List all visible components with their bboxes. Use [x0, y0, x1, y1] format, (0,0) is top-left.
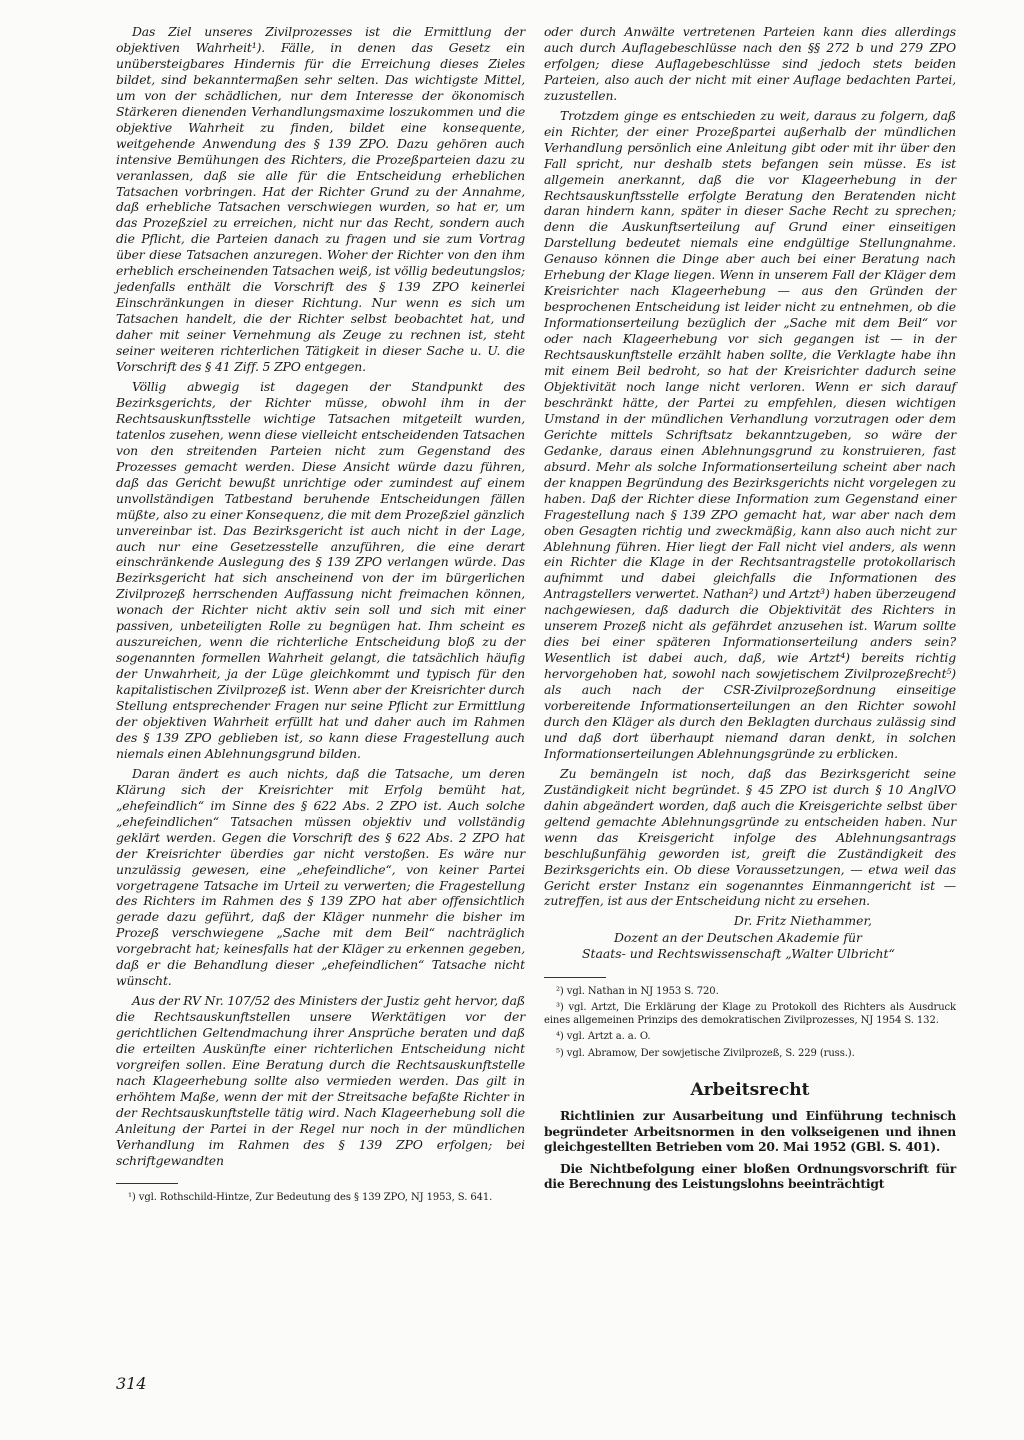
right-column — [544, 24, 956, 1198]
body-paragraph: Trotzdem ginge es entschieden zu weit, daraus zu folgern, daß ein Richter, der einer Prozeßpartei außerhalb der mündlichen Verhandlung persönlich eine Anleitung gibt oder mit ihr über den Fall spricht, nur deshalb stets befangen sein müsse. Es ist allgemein anerkannt, daß die vor Klageerhebung in der Rechtsauskunftsstelle erfolgte Beratung den Beratenden nicht daran hindern kann, später in dieser Sache Recht zu sprechen; denn die Auskunftserteilung auf Grund einer einseitigen Darstellung bedeutet niemals eine endgültige Stellungnahme. Genauso können die Dinge aber auch bei einer Beratung nach Erhebung der Klage liegen. Wenn in unserem Fall der Kläger dem Kreisrichter nach Klageerhebung — aus den Gründen der besprochenen Entscheidung ist leider nicht zu entnehmen, ob die Informationserteilung bezüglich der „Sache mit dem Beil“ vor oder nach Klageerhebung vor sich gegangen ist — in der Rechtsauskunftstelle erzählt haben sollte, die Verklagte habe ihn mit einem Beil bedroht, so hat der Kreisrichter dadurch seine Objektivität noch lange nicht verloren. Wenn er sich darauf beschränkt hätte, der Partei zu empfehlen, diesen wichtigen Umstand in der mündlichen Verhandlung vorzutragen oder dem Gerichte mittels Schriftsatz bekanntzugeben, so wäre der Gedanke, daraus einen Ablehnungsgrund zu konstruieren, fast absurd. Mehr als solche Informationserteilung scheint aber nach der knappen Begründung des Bezirksgerichts nicht vorgelegen zu haben. Daß der Richter diese Information zum Gegenstand einer Fragestellung nach § 139 ZPO gemacht hat, war aber nach dem oben Gesagten richtig und zweckmäßig, kann also auch nicht zur Ablehnung führen. Hier liegt der Fall nicht viel anders, als wenn ein Richter die Klage in der Rechtsantragstelle protokollarisch aufnimmt und dabei gleichfalls die Informationen des Antragstellers verwertet. Nathan²) und Artzt³) haben überzeugend nachgewiesen, daß dadurch die Objektivität des Richters in unserem Prozeß nicht als gefährdet anzusehen ist. Warum sollte dies bei einer späteren Informationserteilung anders sein? Wesentlich ist dabei auch, daß, wie Artzt⁴) bereits richtig hervorgehoben hat, sowohl nach sowjetischem Zivilprozeßrecht⁵) als auch nach der CSR-Zivilprozeßordnung einseitige vorbereitende Informationserteilungen an den Richter sowohl durch den Kläger als durch den Beklagten durchaus zulässig sind und daß dort überhaupt niemand daran denkt, in solchen Informationserteilungen Ablehnungsgründe zu erblicken. — [544, 107, 956, 761]
section-title: Arbeitsrecht — [690, 1080, 810, 1101]
body-paragraph: Das Ziel unseres Zivilprozesses ist die Ermittlung der objektiven Wahrheit¹). Fälle, in denen das Gesetz ein unübersteigbares Hindernis für die Erreichung dieses Zieles bildet, sind bekanntermaßen sehr selten. Das wichtigste Mittel, um von der schädlichen, nur dem Interesse der ökonomisch Stärkeren dienenden Verhandlungsmaxime loszukommen und die objektive Wahrheit zu finden, bildet eine konsequente, weitgehende Anwendung des § 139 ZPO. Dazu gehören auch intensive Bemühungen des Richters, die Prozeßparteien dazu zu veranlassen, daß sie alle für die Entscheidung erheblichen Tatsachen vorbringen. Hat der Richter Grund zu der Annahme, daß erhebliche Tatsachen verschwiegen wurden, so hat er, um das Prozeßziel zu erreichen, nicht nur das Recht, sondern auch die Pflicht, die Parteien danach zu fragen und sie zum Vortrag über diese Tatsachen anzuregen. Woher der Richter von den ihm erheblich erscheinenden Tatsachen weiß, ist völlig bedeutungslos; jedenfalls enthält die Vorschrift des § 139 ZPO keinerlei Einschränkungen in dieser Richtung. Nur wenn es sich um Tatsachen handelt, die der Richter selbst beobachtet hat, und daher mit seiner Vernehmung als Zeuge zu rechnen ist, steht seiner weiteren richterlichen Tätigkeit in dieser Sache u. U. die Vorschrift des § 41 Ziff. 5 ZPO entgegen. — [116, 24, 525, 375]
bold-headnote: Richtlinien zur Ausarbeitung und Einführung technisch begründeter Arbeitsnormen in den volkseigenen und ihnen gleichgestellten Betrieben vom 20. Mai 1952 (GBl. S. 401). — [544, 1108, 956, 1155]
footnote: ¹) vgl. Rothschild-Hintze, Zur Bedeutung des § 139 ZPO, NJ 1953, S. 641. — [128, 1191, 493, 1203]
footnote: ⁴) vgl. Artzt a. a. O. — [556, 1031, 651, 1043]
footnote: ²) vgl. Nathan in NJ 1953 S. 720. — [556, 985, 719, 997]
body-paragraph: oder durch Anwälte vertretenen Parteien kann dies allerdings auch durch Auflagebeschlüsse nach den §§ 272 b und 279 ZPO erfolgen; diese Auflagebeschlüsse sind jedoch stets beiden Parteien, also auch der nicht mit einer Auflage bedachten Partei, zuzustellen. — [544, 24, 956, 103]
body-paragraph: Völlig abwegig ist dagegen der Standpunkt des Bezirksgerichts, der Richter müsse, obwohl ihm in der Rechtsauskunftsstelle wichtige Tatsachen mitgeteilt wurden, tatenlos zusehen, wenn diese vielleicht entscheidenden Tatsachen von den streitenden Parteien nicht zum Gegenstand des Prozesses gemacht werden. Diese Ansicht würde dazu führen, daß das Gericht bewußt unrichtige oder zumindest auf einem unvollständigen Tatbestand beruhende Entscheidungen fällen müßte, also zu einer Konsequenz, die mit dem Prozeßziel gänzlich unvereinbar ist. Das Bezirksgericht ist auch nicht in der Lage, auch nur eine Gesetzesstelle anzuführen, die eine derart einschränkende Auslegung des § 139 ZPO verlangen würde. Das Bezirksgericht hat sich anscheinend von der im bürgerlichen Zivilprozeß herrschenden Auffassung nicht freimachen können, wonach der Richter nicht aktiv sein soll und sich mit einer passiven, unbeteiligten Rolle zu begnügen hat. Ihm scheint es auszureichen, wenn die richterliche Entscheidung bloß zu der sogenannten formellen Wahrheit gelangt, die tatsächlich häufig der Unwahrheit, ja der Lüge gleichkommt und typisch für den kapitalistischen Zivilprozeß ist. Wenn aber der Kreisrichter durch Stellung entsprechender Fragen nur seine Pflicht zur Ermittlung der objektiven Wahrheit erfüllt hat und daher auch im Rahmen des § 139 ZPO geblieben ist, so kann diese Fragestellung auch niemals einen Ablehnungsgrund bilden. — [116, 378, 525, 761]
footnote-divider — [116, 1183, 178, 1184]
author-title: Dozent an der Deutschen Akademie für — [614, 929, 862, 945]
author-institution: Staats- und Rechtswissenschaft „Walter Ulbricht“ — [582, 946, 895, 962]
page-number: 314 — [116, 1374, 147, 1393]
footnote-divider — [544, 977, 606, 978]
body-paragraph: Daran ändert es auch nichts, daß die Tatsache, um deren Klärung sich der Kreisrichter mit Erfolg bemüht hat, „ehefeindlich“ im Sinne des § 622 Abs. 2 ZPO ist. Auch solche „ehefeindlichen“ Tatsachen müssen objektiv und vollständig geklärt werden. Gegen die Vorschrift des § 622 Abs. 2 ZPO hat der Kreisrichter überdies gar nicht verstoßen. Es wäre nur unzulässig gewesen, eine „ehefeindliche“, von keiner Partei vorgetragene Tatsache im Urteil zu verwerten; die Fragestellung des Richters im Rahmen des § 139 ZPO hat aber offensichtlich gerade dazu geführt, daß der Kläger nunmehr die bisher im Prozeß verschwiegene „Sache mit dem Beil“ nachträglich vorgebracht hat; keinesfalls hat der Kläger zu erkennen gegeben, daß er die Behandlung dieser „ehefeindlichen“ Tatsache nicht wünscht. — [116, 765, 525, 989]
left-column — [116, 24, 525, 1208]
body-paragraph: Aus der RV Nr. 107/52 des Ministers der Justiz geht hervor, daß die Rechtsauskunftstellen unsere Werktätigen vor der gerichtlichen Geltendmachung ihrer Ansprüche beraten und daß die erteilten Auskünfte einer richterlichen Entscheidung nicht vorgreifen sollen. Eine Beratung durch die Rechtsauskunftstelle nach Klageerhebung sollte also vermieden werden. Das gilt in erhöhtem Maße, wenn der mit der Streitsache befaßte Richter in der Rechtsauskunftstelle tätig wird. Nach Klageerhebung soll die Anleitung der Partei in der Regel nur noch in der mündlichen Verhandlung im Rahmen des § 139 ZPO erfolgen; bei schriftgewandten — [116, 993, 525, 1168]
author-signature — [544, 913, 956, 963]
footnote: ⁵) vgl. Abramow, Der sowjetische Zivilprozeß, S. 229 (russ.). — [556, 1047, 855, 1059]
body-paragraph: Zu bemängeln ist noch, daß das Bezirksgericht seine Zuständigkeit nicht begründet. § 45 ZPO ist durch § 10 AnglVO dahin abgeändert worden, daß auch die Kreisgerichte selbst über geltend gemachte Ablehnungsgründe zu entscheiden haben. Nur wenn das Kreisgericht infolge des Ablehnungsantrags beschlußunfähig geworden ist, greift die Zuständigkeit des Bezirksgerichts ein. Ob diese Voraussetzungen, — etwa weil das Gericht erster Instanz ein sogenanntes Einmanngericht ist — zutreffen, ist aus der Entscheidung nicht zu ersehen. — [544, 765, 956, 909]
author-name: Dr. Fritz Niethammer, — [733, 913, 872, 929]
footnote: ³) vgl. Artzt, Die Erklärung der Klage zu Protokoll des Richters als Ausdruck eines allgemeinen Prinzips des demokratischen Zivilprozesses, NJ 1954 S. 132. — [544, 1002, 956, 1026]
bold-headnote: Die Nichtbefolgung einer bloßen Ordnungsvorschrift für die Berechnung des Leistungslohns beeinträchtigt — [544, 1160, 956, 1192]
